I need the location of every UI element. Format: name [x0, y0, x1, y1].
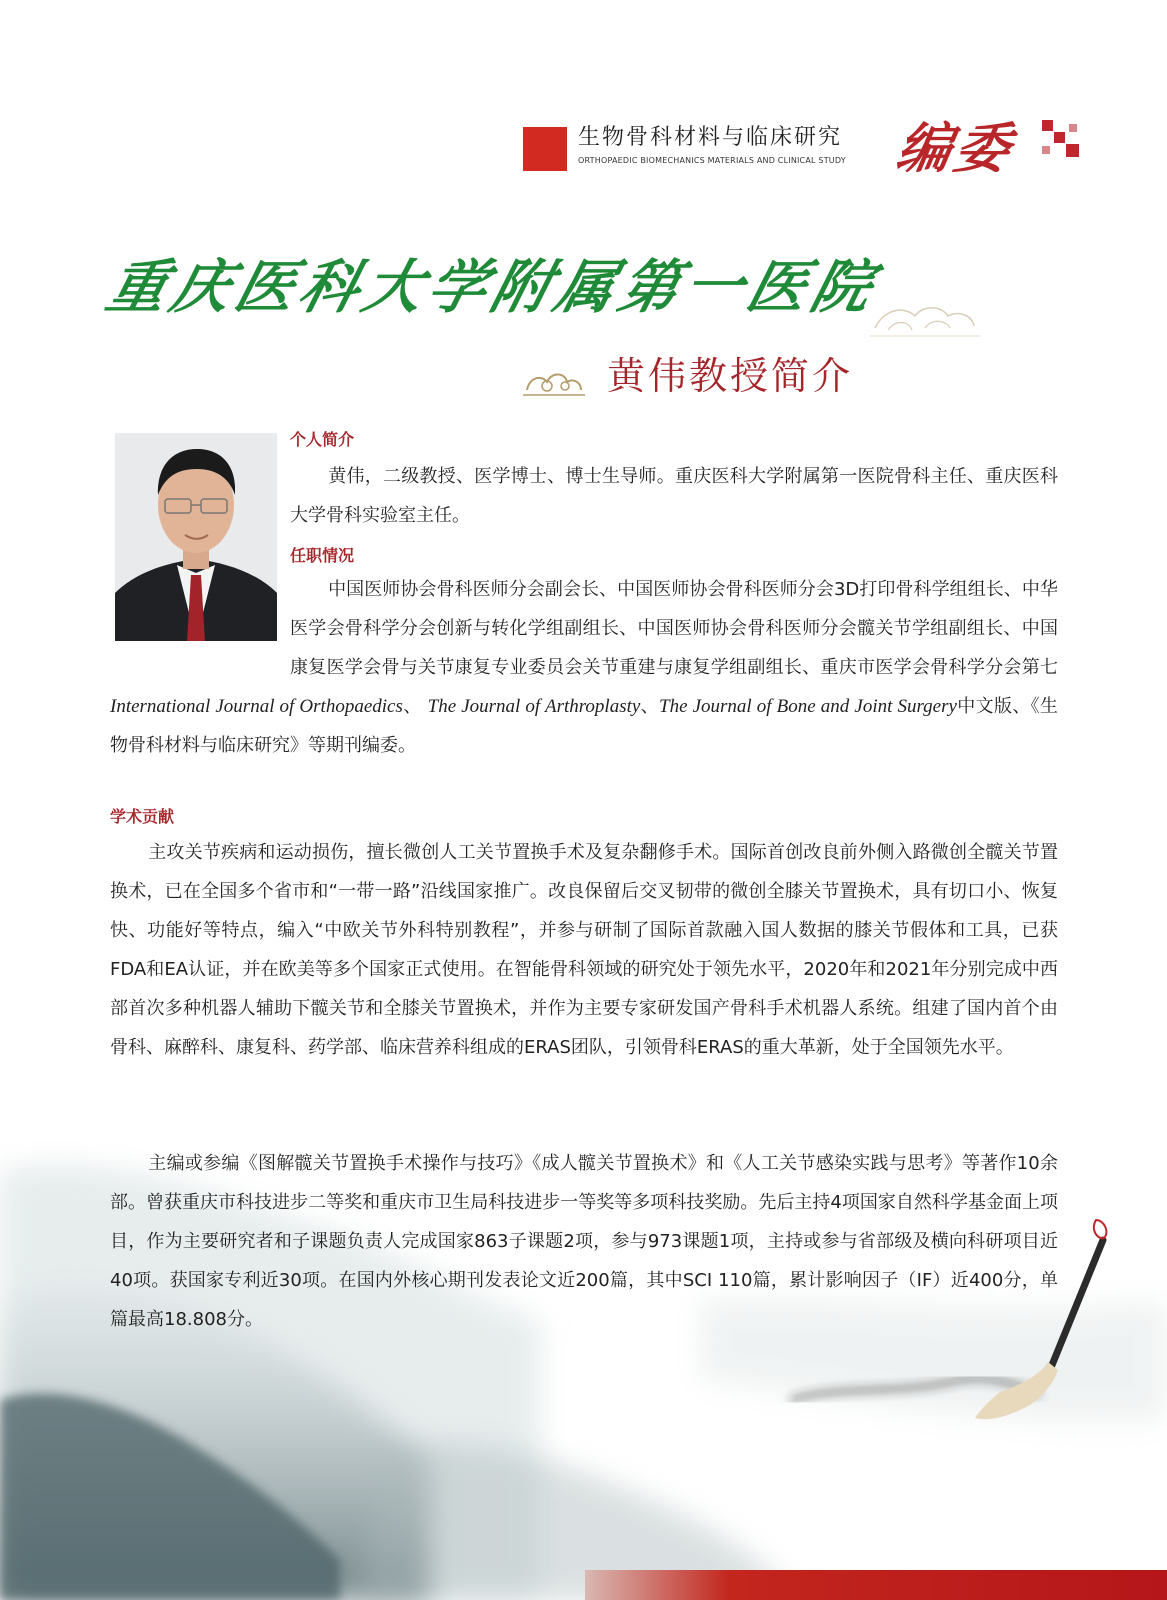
- cloud-ornament-icon: [870, 298, 980, 344]
- positions-text-part1: [290, 570, 1058, 687]
- contribution-para-1: [110, 833, 1058, 1067]
- professor-portrait: [115, 433, 277, 641]
- heading-contribution: 学术贡献: [110, 807, 175, 826]
- positions-text-b: 中文版、《生物骨科材料与临床研究》等期刊编委。: [110, 696, 1059, 756]
- personal-text-content: 黄伟，二级教授、医学博士、博士生导师。重庆医科大学附属第一医院骨科主任、重庆医科大学骨科实验室主任。: [290, 466, 1058, 526]
- journal-2: The Journal of Arthroplasty: [427, 696, 641, 717]
- journal-sep-1: 、: [402, 696, 428, 717]
- decorative-squares-icon: [1042, 120, 1084, 162]
- header-red-square: [523, 127, 567, 171]
- journal-3: The Journal of Bone and Joint Surgery: [659, 696, 957, 717]
- positions-text-part2: [110, 687, 1058, 765]
- journal-name-cn: 生物骨科材料与临床研究: [578, 125, 843, 150]
- contribution-para-2-text: 主编或参编《图解髋关节置换手术操作与技巧》《成人髋关节置换术》和《人工关节感染实践与思考》等著作10余部。曾获重庆市科技进步二等奖和重庆市卫生局科技进步一等奖等多项科技奖励。先后主持4项国家自然科学基金面上项目，作为主要研究者和子课题负责人完成国家863子课题2项，参与973课题1项，主持或参与省部级及横向科研项目近40项。获国家专利近30项。在国内外核心期刊发表论文近200篇，其中SCI 110篇，累计影响因子（IF）近400分，单篇最高18.808分。: [110, 1153, 1058, 1330]
- journal-sep-2: 、: [640, 696, 660, 717]
- journal-1: International Journal of Orthopaedics: [110, 696, 403, 717]
- contribution-para-1-text: 主攻关节疾病和运动损伤，擅长微创人工关节置换手术及复杂翻修手术。国际首创改良前外侧入路微创全髋关节置换术，已在全国多个省市和“一带一路”沿线国家推广。改良保留后交叉韧带的微创全膝关节置换术，具有切口小、恢复快、功能好等特点，编入“中欧关节外科特别教程”，并参与研制了国际首款融入国人数据的膝关节假体和工具，已获FDA和EA认证，并在欧美等多个国家正式使用。在智能骨科领域的研究处于领先水平，2020年和2021年分别完成中西部首次多种机器人辅助下髋关节和全膝关节置换术，并作为主要专家研发国产骨科手术机器人系统。组建了国内首个由骨科、麻醉科、康复科、药学部、临床营养科组成的ERAS团队，引领骨科ERAS的重大革新，处于全国领先水平。: [110, 842, 1058, 1058]
- profile-title: 黄伟教授简介: [607, 354, 854, 398]
- positions-text-a: 中国医师协会骨科医师分会副会长、中国医师协会骨科医师分会3D打印骨科学组组长、中华医学会骨科学分会创新与转化学组副组长、中国医师协会骨科医师分会髋关节学组副组长、中国康复医学会骨与关节康复专业委员会关节重建与康复学组副组长、重庆市医学会骨科学分会第七: [290, 579, 1058, 678]
- personal-text: [290, 457, 1058, 535]
- section-label-calligraphy: 编委: [891, 116, 1020, 180]
- heading-personal: 个人简介: [290, 430, 355, 449]
- cloud-ornament-small-icon: [523, 366, 585, 400]
- heading-positions: 任职情况: [290, 546, 355, 565]
- hospital-title: 重庆医科大学附属第一医院: [100, 253, 886, 321]
- journal-name-en: ORTHOPAEDIC BIOMECHANICS MATERIALS AND CLINICAL STUDY: [578, 156, 846, 165]
- contribution-para-2: [110, 1144, 1058, 1339]
